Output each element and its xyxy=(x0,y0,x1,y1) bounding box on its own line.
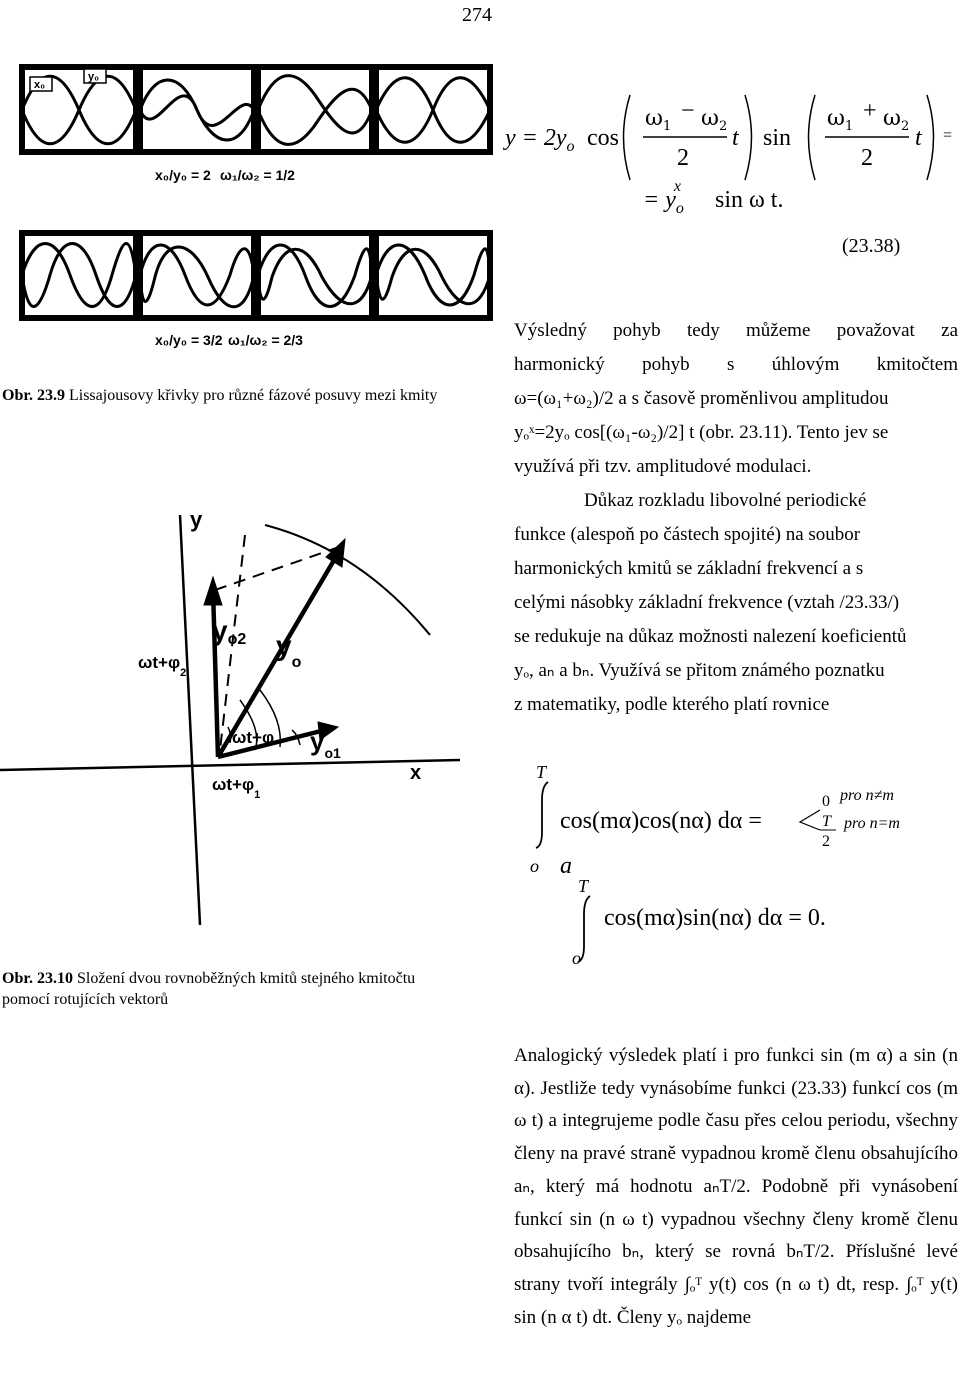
figure-23-10-caption xyxy=(2,968,452,1010)
integral-conjunction: a xyxy=(560,853,572,879)
eq-t-2: t xyxy=(915,125,922,151)
int1-case1-value: 0 xyxy=(822,793,830,810)
equation-23-38 xyxy=(495,85,960,225)
int2-upper: T xyxy=(578,876,589,896)
eq-plus: + xyxy=(863,98,877,124)
figure-23-9-text: Lissajousovy křivky pro různé fázové posuvy mezi kmity xyxy=(68,387,438,404)
fig2-x-axis-label: x xyxy=(410,762,422,784)
eq-minus: − xyxy=(681,98,695,124)
eq-cos: cos xyxy=(587,125,619,151)
int1-lower: o xyxy=(530,856,539,876)
int1-case2-num: T xyxy=(822,813,831,830)
fig2-y-axis-label: y xyxy=(190,507,203,532)
eq-trailing-equals: = xyxy=(943,127,953,144)
eq-t-1: t xyxy=(732,125,739,151)
eq-omega2-a: $\omega_2$ xyxy=(701,106,728,134)
angle-label-0: ωt+φ xyxy=(232,728,275,747)
ratio-frequency-2: ω₁/ω₂ = 2/3 xyxy=(228,332,303,348)
para1-line: využívá při tzv. amplitudové modulaci. xyxy=(514,456,812,477)
eq-omega1-a: $\omega_1$ xyxy=(645,106,672,134)
lissajous-label-y0: y₀ xyxy=(88,71,100,83)
vector-diagram xyxy=(0,495,500,965)
lissajous-row-2 xyxy=(22,233,490,318)
integral-orthogonality xyxy=(520,760,940,970)
label-yo: $y_o$ xyxy=(276,630,302,671)
eq-lhs: $y = 2y_o$ xyxy=(505,125,575,155)
para1-line: z matematiky, podle kterého platí rovnice xyxy=(514,694,830,715)
para1-line: funkce (alespoň po částech spojité) na soubor xyxy=(514,524,861,545)
eq-line2: = $y_ox$ xyxy=(643,178,684,217)
angle-label-1: $\omega t+\varphi_1$ xyxy=(212,775,261,801)
para1-line: Výsledný pohyb tedy můžeme považovat za xyxy=(514,320,958,341)
lissajous-label-x0: x₀ xyxy=(34,79,46,91)
ratio-amplitude-2: x₀/y₀ = 3/2 xyxy=(155,332,223,348)
para1-line: celými násobky základní frekvence (vztah /23.33/) xyxy=(514,592,900,613)
figure-23-10-number: Obr. 23.10 xyxy=(2,970,73,987)
para1-line: harmonický pohyb s úhlovým kmitočtem xyxy=(514,354,958,375)
para1-line: yₒˣ=2yₒ cos[(ω₁-ω₂)/2] t (obr. 23.11). Tento jev se xyxy=(514,422,889,443)
paragraph-2: Analogický výsledek platí i pro funkci sin (m α) a sin (n α). Jestliže tedy vynásobíme funkci (23.33) funkcí cos (m ω t) a integrujeme podle času přes celou periodu, všechny členy na pravé straně vypadnou kromě členu obsahujícího aₙ, který má hodnotu aₙT/2. Podobně při vynásobení funkcí sin (n ω t) vypadnou všechny členy kromě členu obsahujícího bₙ, který se rovná bₙT/2. Příslušné levé strany tvoří integrály ∫ₒᵀ y(t) cos (n ω t) dt, resp. ∫ₒᵀ y(t) sin (n α t) dt. Členy yₒ najdeme xyxy=(514,1045,958,1328)
int1-case2-den: 2 xyxy=(822,833,830,850)
y-axis xyxy=(180,515,200,925)
label-yo2: yo2 xyxy=(212,615,247,648)
para1-line: Důkaz rozkladu libovolné periodické xyxy=(584,490,867,511)
para1-line: yₒ, aₙ a bₙ. Využívá se přitom známého poznatku xyxy=(514,660,885,681)
para1-line: ω=(ω₁+ω₂)/2 a s časově proměnlivou amplitudou xyxy=(514,388,889,409)
para1-line: harmonických kmitů se základní frekvencí a s xyxy=(514,558,864,579)
eq-sin: sin xyxy=(763,125,792,151)
int1-case1-condition: pro n≠m xyxy=(840,787,894,804)
page-number: 274 xyxy=(462,4,492,26)
label-yo1: $y_{o1}$ xyxy=(310,726,341,761)
paragraph-1 xyxy=(514,314,958,722)
x-axis xyxy=(0,760,460,770)
figure-23-9-number: Obr. 23.9 xyxy=(2,387,65,404)
ratio-amplitude-1: x₀/y₀ = 2 xyxy=(155,167,211,183)
int1-upper: T xyxy=(536,762,547,782)
figure-23-9-caption xyxy=(2,385,502,406)
int1-body: cos(mα)cos(nα) dα = xyxy=(560,808,762,834)
equation-number: (23.38) xyxy=(842,235,901,257)
lissajous-figure xyxy=(0,55,500,375)
eq-omega1-b: $\omega_1$ xyxy=(827,106,854,134)
para1-line: se redukuje na důkaz možnosti nalezení koeficientů xyxy=(514,626,907,647)
eq-line2-rest: sin ω t. xyxy=(715,187,784,213)
eq-den-1: 2 xyxy=(677,145,689,171)
figure-23-10-text: Složení dvou rovnoběžných kmitů stejného kmitočtu pomocí rotujících vektorů xyxy=(2,970,416,1008)
int2-lower: o xyxy=(572,948,581,968)
angle-label-2: $\omega t+\varphi_2$ xyxy=(138,653,187,679)
eq-den-2: 2 xyxy=(861,145,873,171)
int1-case2-condition: pro n=m xyxy=(844,815,900,832)
int2-body: cos(mα)sin(nα) dα = 0. xyxy=(604,905,826,931)
eq-omega2-b: $\omega_2$ xyxy=(883,106,910,134)
ratio-frequency-1: ω₁/ω₂ = 1/2 xyxy=(220,167,295,183)
